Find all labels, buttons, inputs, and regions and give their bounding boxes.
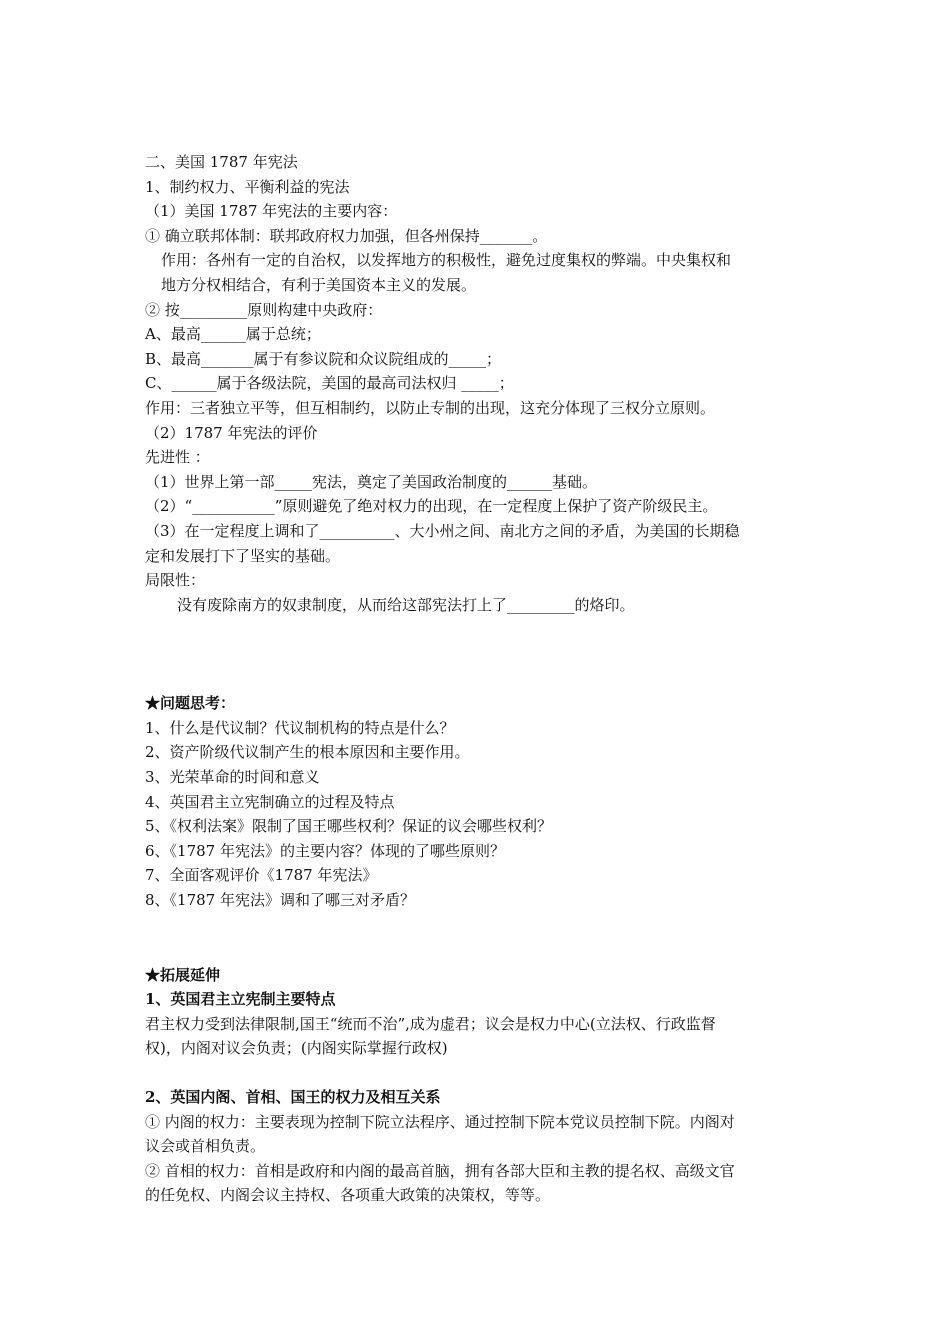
question-item: 7、全面客观评价《1787 年宪法》 xyxy=(145,866,378,885)
effect-text: 作用：三者独立平等，但互相制约，以防止专制的出现，这充分体现了三权分立原则。 xyxy=(145,398,716,417)
paragraph-heading: （1）美国 1787 年宪法的主要内容： xyxy=(145,202,398,221)
content-item-b: B、最高_______属于有参议院和众议院组成的_____； xyxy=(145,349,502,368)
extension-text: ② 首相的权力：首相是政府和内阁的最高首脑，拥有各部大臣和主教的提名权、高级文官 xyxy=(145,1161,735,1180)
document-page xyxy=(145,150,815,1208)
effect-text: 作用：各州有一定的自治权，以发挥地方的积极性，避免过度集权的弊端。中央集权和 xyxy=(161,251,732,270)
extension-text: ① 内阁的权力：主要表现为控制下院立法程序、通过控制下院本党议员控制下院。内阁对 xyxy=(145,1112,735,1131)
content-item-c: C、______属于各级法院，美国的最高司法权归 _____； xyxy=(145,374,514,393)
question-item: 5、《权利法案》限制了国王哪些权利？保证的议会哪些权利？ xyxy=(145,817,553,836)
extension-text-cont: 权)，内阁对议会负责；(内阁实际掌握行政权) xyxy=(145,1039,448,1058)
question-item: 6、《1787 年宪法》的主要内容？体现的了哪些原则？ xyxy=(145,841,505,860)
advanced-item: （1）世界上第一部_____宪法，奠定了美国政治制度的______基础。 xyxy=(145,472,598,491)
limitation-item: 没有废除南方的奴隶制度，从而给这部宪法打上了_________的烙印。 xyxy=(177,595,635,614)
extension-text-cont: 议会或首相负责。 xyxy=(145,1137,266,1156)
content-item: ① 确立联邦体制：联邦政府权力加强，但各州保持_______。 xyxy=(145,226,548,245)
question-item: 2、资产阶级代议制产生的根本原因和主要作用。 xyxy=(145,743,470,762)
label-limitation: 局限性： xyxy=(145,571,206,590)
content-item-a: A、最高______属于总统； xyxy=(145,325,321,344)
question-item: 1、什么是代议制？代议制机构的特点是什么？ xyxy=(145,718,455,737)
question-item: 3、光荣革命的时间和意义 xyxy=(145,768,320,787)
extension-topic-title: 1、英国君主立宪制主要特点 xyxy=(145,990,336,1009)
paragraph-heading: （2）1787 年宪法的评价 xyxy=(145,423,318,442)
subsection-title: 1、制约权力、平衡利益的宪法 xyxy=(145,177,350,196)
questions-heading: ★问题思考： xyxy=(145,694,236,713)
advanced-item-cont: 定和发展打下了坚实的基础。 xyxy=(145,546,341,565)
section-title: 二、美国 1787 年宪法 xyxy=(145,153,298,171)
advanced-item: （2）“___________”原则避免了绝对权力的出现，在一定程度上保护了资产阶级民主。 xyxy=(145,497,718,516)
extension-heading: ★拓展延伸 xyxy=(145,965,221,984)
label-advanced: 先进性 ： xyxy=(145,448,210,467)
extension-text-cont: 的任免权、内阁会议主持权、各项重大政策的决策权，等等。 xyxy=(145,1186,551,1205)
extension-text: 君主权力受到法律限制,国王“统而不治”,成为虚君；议会是权力中心(立法权、行政监督 xyxy=(145,1014,716,1033)
content-item: ② 按_________原则构建中央政府： xyxy=(145,300,383,319)
effect-text-cont: 地方分权相结合，有利于美国资本主义的发展。 xyxy=(161,275,477,294)
question-item: 8、《1787 年宪法》调和了哪三对矛盾？ xyxy=(145,891,415,910)
advanced-item: （3）在一定程度上调和了__________、大小州之间、南北方之间的矛盾，为美国的长期稳 xyxy=(145,521,740,540)
question-item: 4、英国君主立宪制确立的过程及特点 xyxy=(145,792,395,811)
extension-topic-title: 2、英国内阁、首相、国王的权力及相互关系 xyxy=(145,1088,441,1106)
